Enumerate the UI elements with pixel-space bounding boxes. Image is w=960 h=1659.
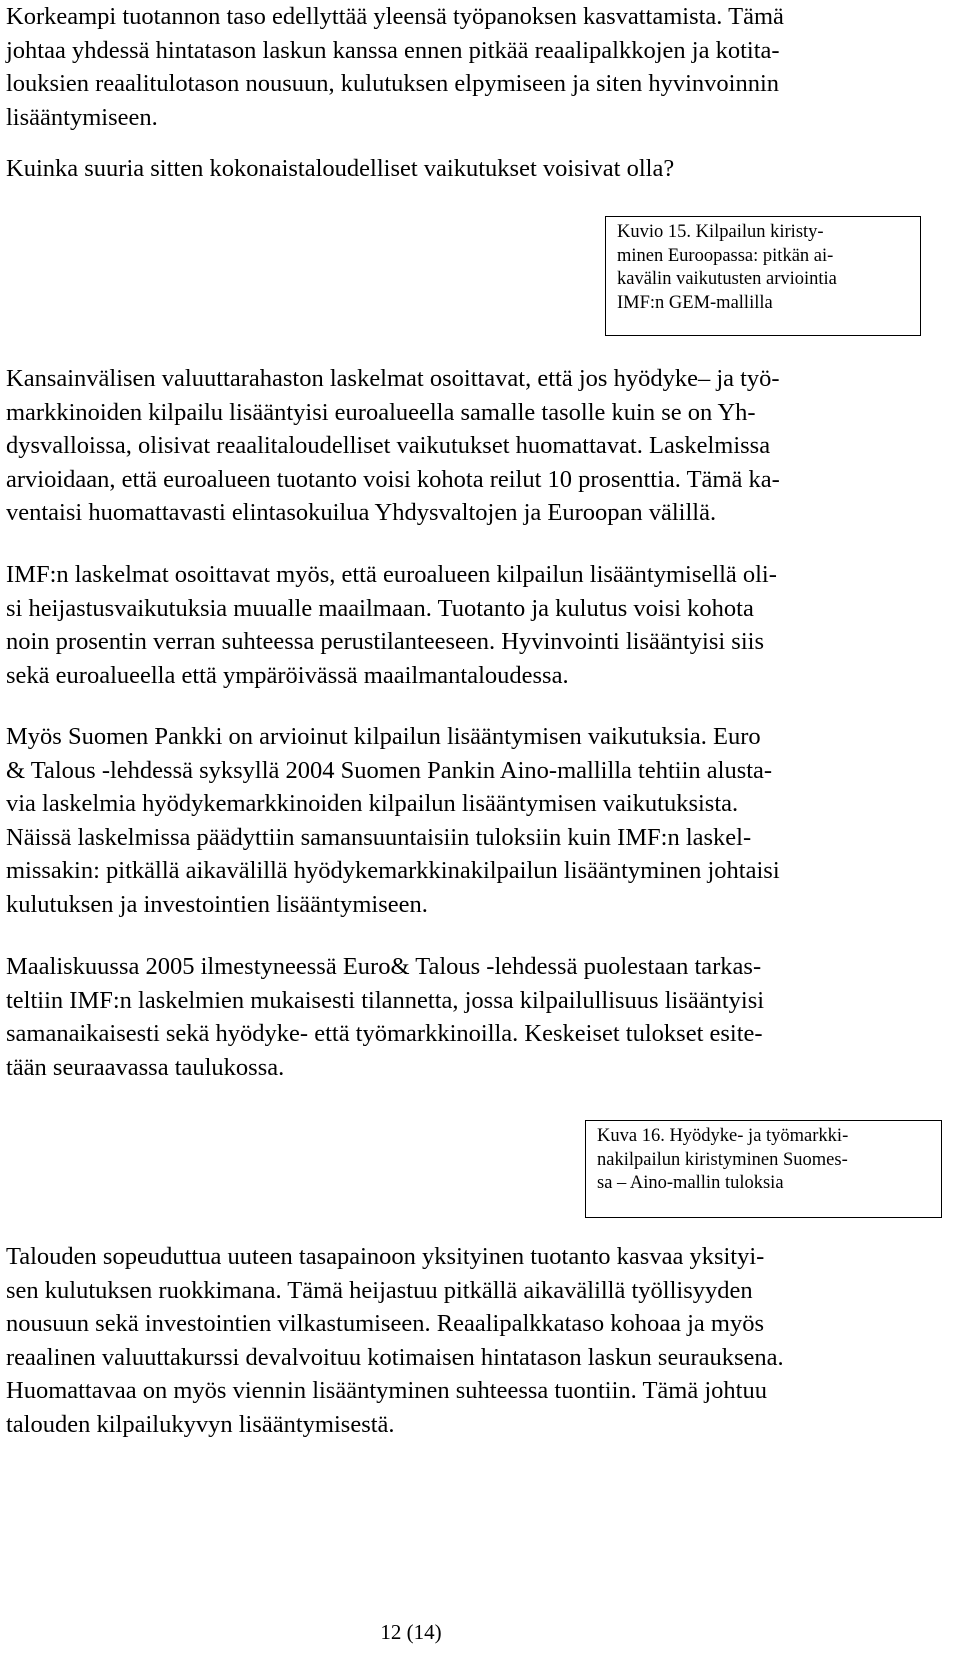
paragraph-suomen-pankki: Myös Suomen Pankki on arvioinut kilpailun lisääntymisen vaikutuksia. Euro & Talous -lehdessä syksyllä 2004 Suomen Pankin Aino-mallilla tehtiin alusta- via laskelmia hyödykemarkkinoiden kilpailun lisääntymisen vaikutuksista. Näissä laskelmissa päädyttiin samansuuntaisiin tuloksiin kuin IMF:n laskel- missakin: pitkällä aikavälillä hyödykemarkkinakilpailun lisääntyminen johtaisi kulutuksen ja investointien lisääntymiseen.	[6, 723, 780, 918]
figure-caption-kuvio-15: Kuvio 15. Kilpailun kiristy- minen Euroopassa: pitkän ai- kavälin vaikutusten arviointia IMF:n GEM-mallilla	[605, 216, 921, 336]
paragraph-question: Kuinka suuria sitten kokonaistaloudelliset vaikutukset voisivat olla?	[6, 155, 675, 182]
paragraph-imf-calculations: Kansainvälisen valuuttarahaston laskelmat osoittavat, että jos hyödyke– ja työ- markkinoiden kilpailu lisääntyisi euroalueella samalle tasolle kuin se on Yh- dysvalloissa, olisivat reaalitaloudelliset vaikutukset huomattavat. Laskelmissa arvioidaan, että euroalueen tuotanto voisi kohota reilut 10 prosenttia. Tämä ka- ventaisi huomattavasti elintasokuilua Yhdysvaltojen ja Euroopan välillä.	[6, 365, 780, 527]
figure-caption-kuva-16: Kuva 16. Hyödyke- ja työmarkki- nakilpailun kiristyminen Suomes- sa – Aino-mallin tuloksia	[585, 1120, 942, 1218]
paragraph-production-level: Korkeampi tuotannon taso edellyttää yleensä työpanoksen kasvattamista. Tämä johtaa yhdessä hintatason laskun kanssa ennen pitkää reaalipalkkojen ja kotita- louksien reaalitulotason nousuun, kulutuksen elpymiseen ja siten hyvinvoinnin lisääntymiseen.	[6, 3, 784, 131]
page-number: 12 (14)	[380, 1620, 442, 1644]
paragraph-economy-equilibrium: Talouden sopeuduttua uuteen tasapainoon yksityinen tuotanto kasvaa yksityi- sen kulutuksen ruokkimana. Tämä heijastuu pitkällä aikavälillä työllisyyden nousuun sekä investointien vilkastumiseen. Reaalipalkkataso kohoaa ja myös reaalinen valuuttakurssi devalvoituu kotimaisen hintatason laskun seurauksena. Huomattavaa on myös viennin lisääntyminen suhteessa tuontiin. Tämä johtuu talouden kilpailukyvyn lisääntymisestä.	[6, 1243, 784, 1438]
paragraph-imf-spillover: IMF:n laskelmat osoittavat myös, että euroalueen kilpailun lisääntymisellä oli- si heijastusvaikutuksia muualle maailmaan. Tuotanto ja kulutus voisi kohota noin prosentin verran suhteessa perustilanteeseen. Hyvinvointi lisääntyisi siis sekä euroalueella että ympäröivässä maailmantaloudessa.	[6, 561, 777, 689]
paragraph-euro-talous: Maaliskuussa 2005 ilmestyneessä Euro& Talous -lehdessä puolestaan tarkas- teltiin IMF:n laskelmien mukaisesti tilannetta, jossa kilpailullisuus lisääntyisi samanaikaisesti sekä hyödyke- että työmarkkinoilla. Keskeiset tulokset esite- tään seuraavassa taulukossa.	[6, 953, 765, 1081]
